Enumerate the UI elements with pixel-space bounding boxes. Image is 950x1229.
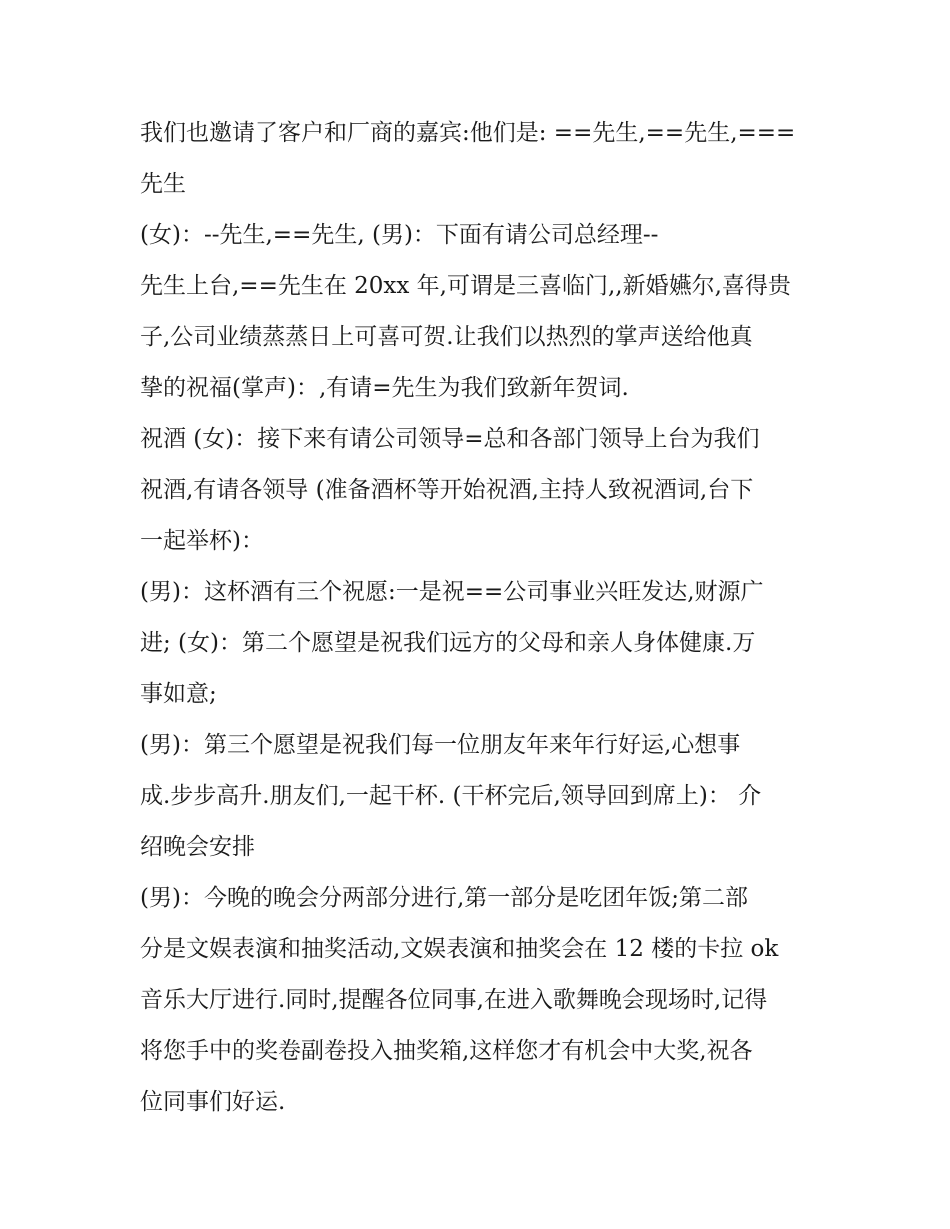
text-line: 位同事们好运. (140, 1089, 286, 1115)
text-line: (女)：--先生,==先生, (男)：下面有请公司总经理-- (140, 222, 659, 248)
text-line: 先生 (140, 171, 186, 197)
text-line: 音乐大厅进行.同时,提醒各位同事,在进入歌舞晚会现场时,记得 (140, 987, 768, 1013)
text-line: 挚的祝福(掌声)：,有请=先生为我们致新年贺词. (140, 375, 629, 401)
text-line: (男)：今晚的晚会分两部分进行,第一部分是吃团年饭;第二部 (140, 885, 749, 911)
text-line: 子,公司业绩蒸蒸日上可喜可贺.让我们以热烈的掌声送给他真 (140, 324, 753, 350)
text-line: 分是文娱表演和抽奖活动,文娱表演和抽奖会在 12 楼的卡拉 ok (140, 936, 779, 962)
document-body-text (140, 108, 812, 1128)
text-line: (男)：这杯酒有三个祝愿:一是祝==公司事业兴旺发达,财源广 (140, 579, 764, 605)
text-line: 将您手中的奖卷副卷投入抽奖箱,这样您才有机会中大奖,祝各 (140, 1038, 753, 1064)
text-line: (男)：第三个愿望是祝我们每一位朋友年来年行好运,心想事 (140, 732, 741, 758)
text-line: 事如意; (140, 681, 217, 707)
text-line: 成.步步高升.朋友们,一起干杯. (干杯完后,领导回到席上)： 介 (140, 783, 762, 809)
text-line: 进; (女)：第二个愿望是祝我们远方的父母和亲人身体健康.万 (140, 630, 756, 656)
text-line: 一起举杯)： (140, 528, 264, 554)
text-line: 祝酒 (女)：接下来有请公司领导=总和各部门领导上台为我们 (140, 426, 760, 452)
text-line: 先生上台,==先生在 20xx 年,可谓是三喜临门,,新婚嬿尔,喜得贵 (140, 273, 791, 299)
text-line: 我们也邀请了客户和厂商的嘉宾:他们是: ==先生,==先生,=== (140, 120, 796, 146)
text-line: 绍晚会安排 (140, 834, 255, 860)
text-line: 祝酒,有请各领导 (准备酒杯等开始祝酒,主持人致祝酒词,台下 (140, 477, 754, 503)
